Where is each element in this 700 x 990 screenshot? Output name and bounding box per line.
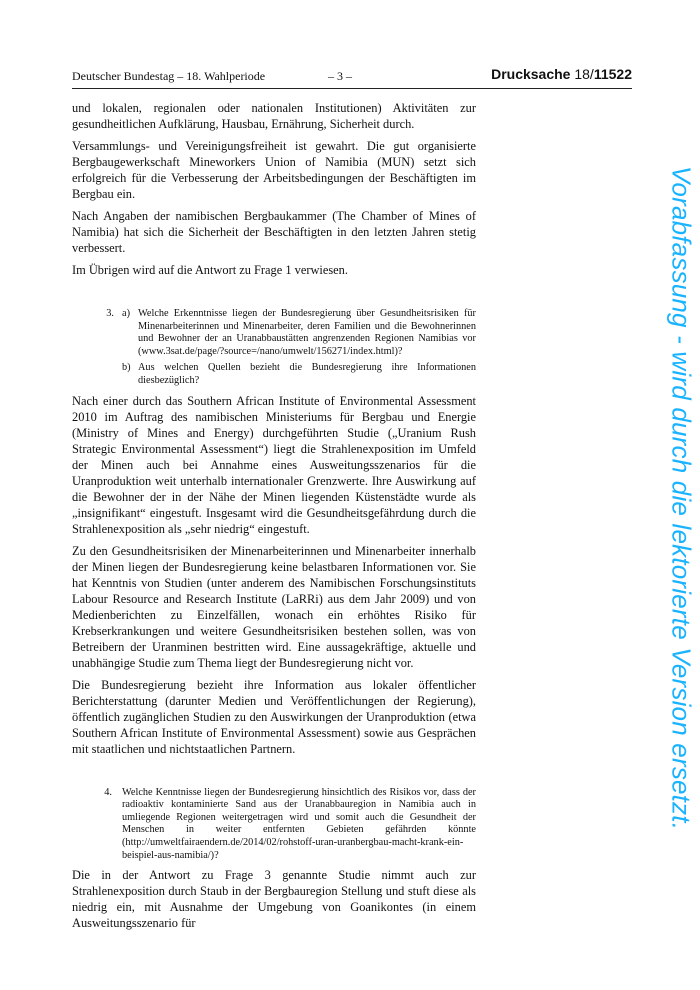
question-number: 3. xyxy=(106,308,114,319)
document-id: 11522 xyxy=(593,66,632,82)
question-3 xyxy=(72,308,476,388)
question-4-text: Welche Kenntnisse liegen der Bundesregierung hinsichtlich des Risikos vor, dass der radioaktiv kontaminierte Sand aus der Uranabbauregion in Namibia auch in umliegende Regionen weitergetragen wird und somit auch die Gesundheit der Menschen in weiter entfernten Gebieten gefährden könnte (http://umweltfairaendern.de/2014/02/rohstoff-uran-uranbergbau-macht-krank-ein-beispiel-aus-namibia/)? xyxy=(122,786,476,861)
subquestion-label: b) xyxy=(122,362,131,374)
answer-paragraph: Nach einer durch das Southern African Institute of Environmental Assessment 2010 im Auftrag des namibischen Ministeriums für Bergbau und Energie (Ministry of Mines and Energy) durchgeführten Studie („Uranium Rush Strategic Environmental Assessment“) liegt die Strahlenexposition im Umfeld der Minen auch bei Annahme eines Ausweitungsszenarios für die Uranproduktion weit unterhalb internationaler Grenzwerte. Ihre Auswirkung auf die Bewohner der in der Nähe der Minen liegenden Küstenstädte wurde als „insignifikant“ eingestuft. Insgesamt wird die Gesundheitsgefährdung durch die Strahlenexposition als „sehr niedrig“ eingestuft. xyxy=(72,393,476,536)
header-rule xyxy=(72,88,632,89)
page-header xyxy=(72,66,632,86)
paragraph: Nach Angaben der namibischen Bergbaukammer (The Chamber of Mines of Namibia) hat sich die Sicherheit der Beschäftigten in den letzten Jahren stetig verbessert. xyxy=(72,209,476,255)
question-4 xyxy=(72,787,476,863)
preliminary-version-watermark: Vorabfassung - wird durch die lektorierte Version ersetzt. xyxy=(666,165,697,831)
paragraph: Im Übrigen wird auf die Antwort zu Frage 1 verwiesen. xyxy=(72,263,348,277)
page-number: – 3 – xyxy=(328,69,352,83)
answer-paragraph: Zu den Gesundheitsrisiken der Minenarbeiterinnen und Minenarbeiter innerhalb der Minen liegen der Bundesregierung keine belastbaren Informationen vor. Sie hat Kenntnis von Studien (unter anderem des Namibischen Forschungsinstituts Labour Resource and Research Institute (LaRRi) aus dem Jahr 2009) und von Medienberichten zu Einzelfällen, wonach ein erhöhtes Risiko für Krebserkrankungen und weitere Gesundheitsrisiken bestehen sollen, was von Betreibern der Uranminen bestritten wird. Eine aussagekräftige, aktuelle und unabhängige Studie zum Thema liegt der Bundesregierung nicht vor. xyxy=(72,543,476,670)
paragraph: Versammlungs- und Vereinigungsfreiheit ist gewahrt. Die gut organisierte Bergbaugewerkschaft Mineworkers Union of Namibia (MUN) setzt sich erfolgreich für die Verbesserung der Arbeitsbedingungen der Beschäftigten im Bergbau ein. xyxy=(72,139,476,201)
document-body xyxy=(72,100,476,937)
question-3a-text: Welche Erkenntnisse liegen der Bundesregierung über Gesundheitsrisiken für Minenarbeiterinnen und Minenarbeiter, deren Familien und die Bewohnerinnen und Bewohner der an Uranabbaustätten angrenzenden Regionen Namibias vor (www.3sat.de/page/?source=/nano/umwelt/156271/index.html)? xyxy=(138,308,476,357)
document-label: Drucksache xyxy=(491,66,571,82)
answer-paragraph: Die in der Antwort zu Frage 3 genannte Studie nimmt auch zur Strahlenexposition durch Staub in der Bergbauregion Stellung und stuft diese als niedrig ein, mit Ausnahme der Umgebung von Goanikontes (in einem Ausweitungsszenario für xyxy=(72,868,476,931)
question-number: 4. xyxy=(104,786,112,798)
header-parliament: Deutscher Bundestag – 18. Wahlperiode xyxy=(72,69,266,83)
subquestion-label: a) xyxy=(122,308,130,319)
paragraph: und lokalen, regionalen oder nationalen Institutionen) Aktivitäten zur gesundheitlichen Aufklärung, Hausbau, Ernährung, Sicherheit durch. xyxy=(72,101,476,131)
question-3b-text: Aus welchen Quellen bezieht die Bundesregierung ihre Informationen diesbezüglich? xyxy=(138,362,476,386)
answer-paragraph: Die Bundesregierung bezieht ihre Information aus lokaler öffentlicher Berichterstattung (darunter Medien und Veröffentlichungen der Regierung), öffentlich zugänglichen Studien zu den Auswirkungen der Uranproduktion (etwa Southern African Institute of Environmental Assessment) sowie aus Gesprächen mit staatlichen und nichtstaatlichen Partnern. xyxy=(72,677,476,756)
document-period: 18/ xyxy=(574,66,594,82)
document-number xyxy=(491,66,632,82)
